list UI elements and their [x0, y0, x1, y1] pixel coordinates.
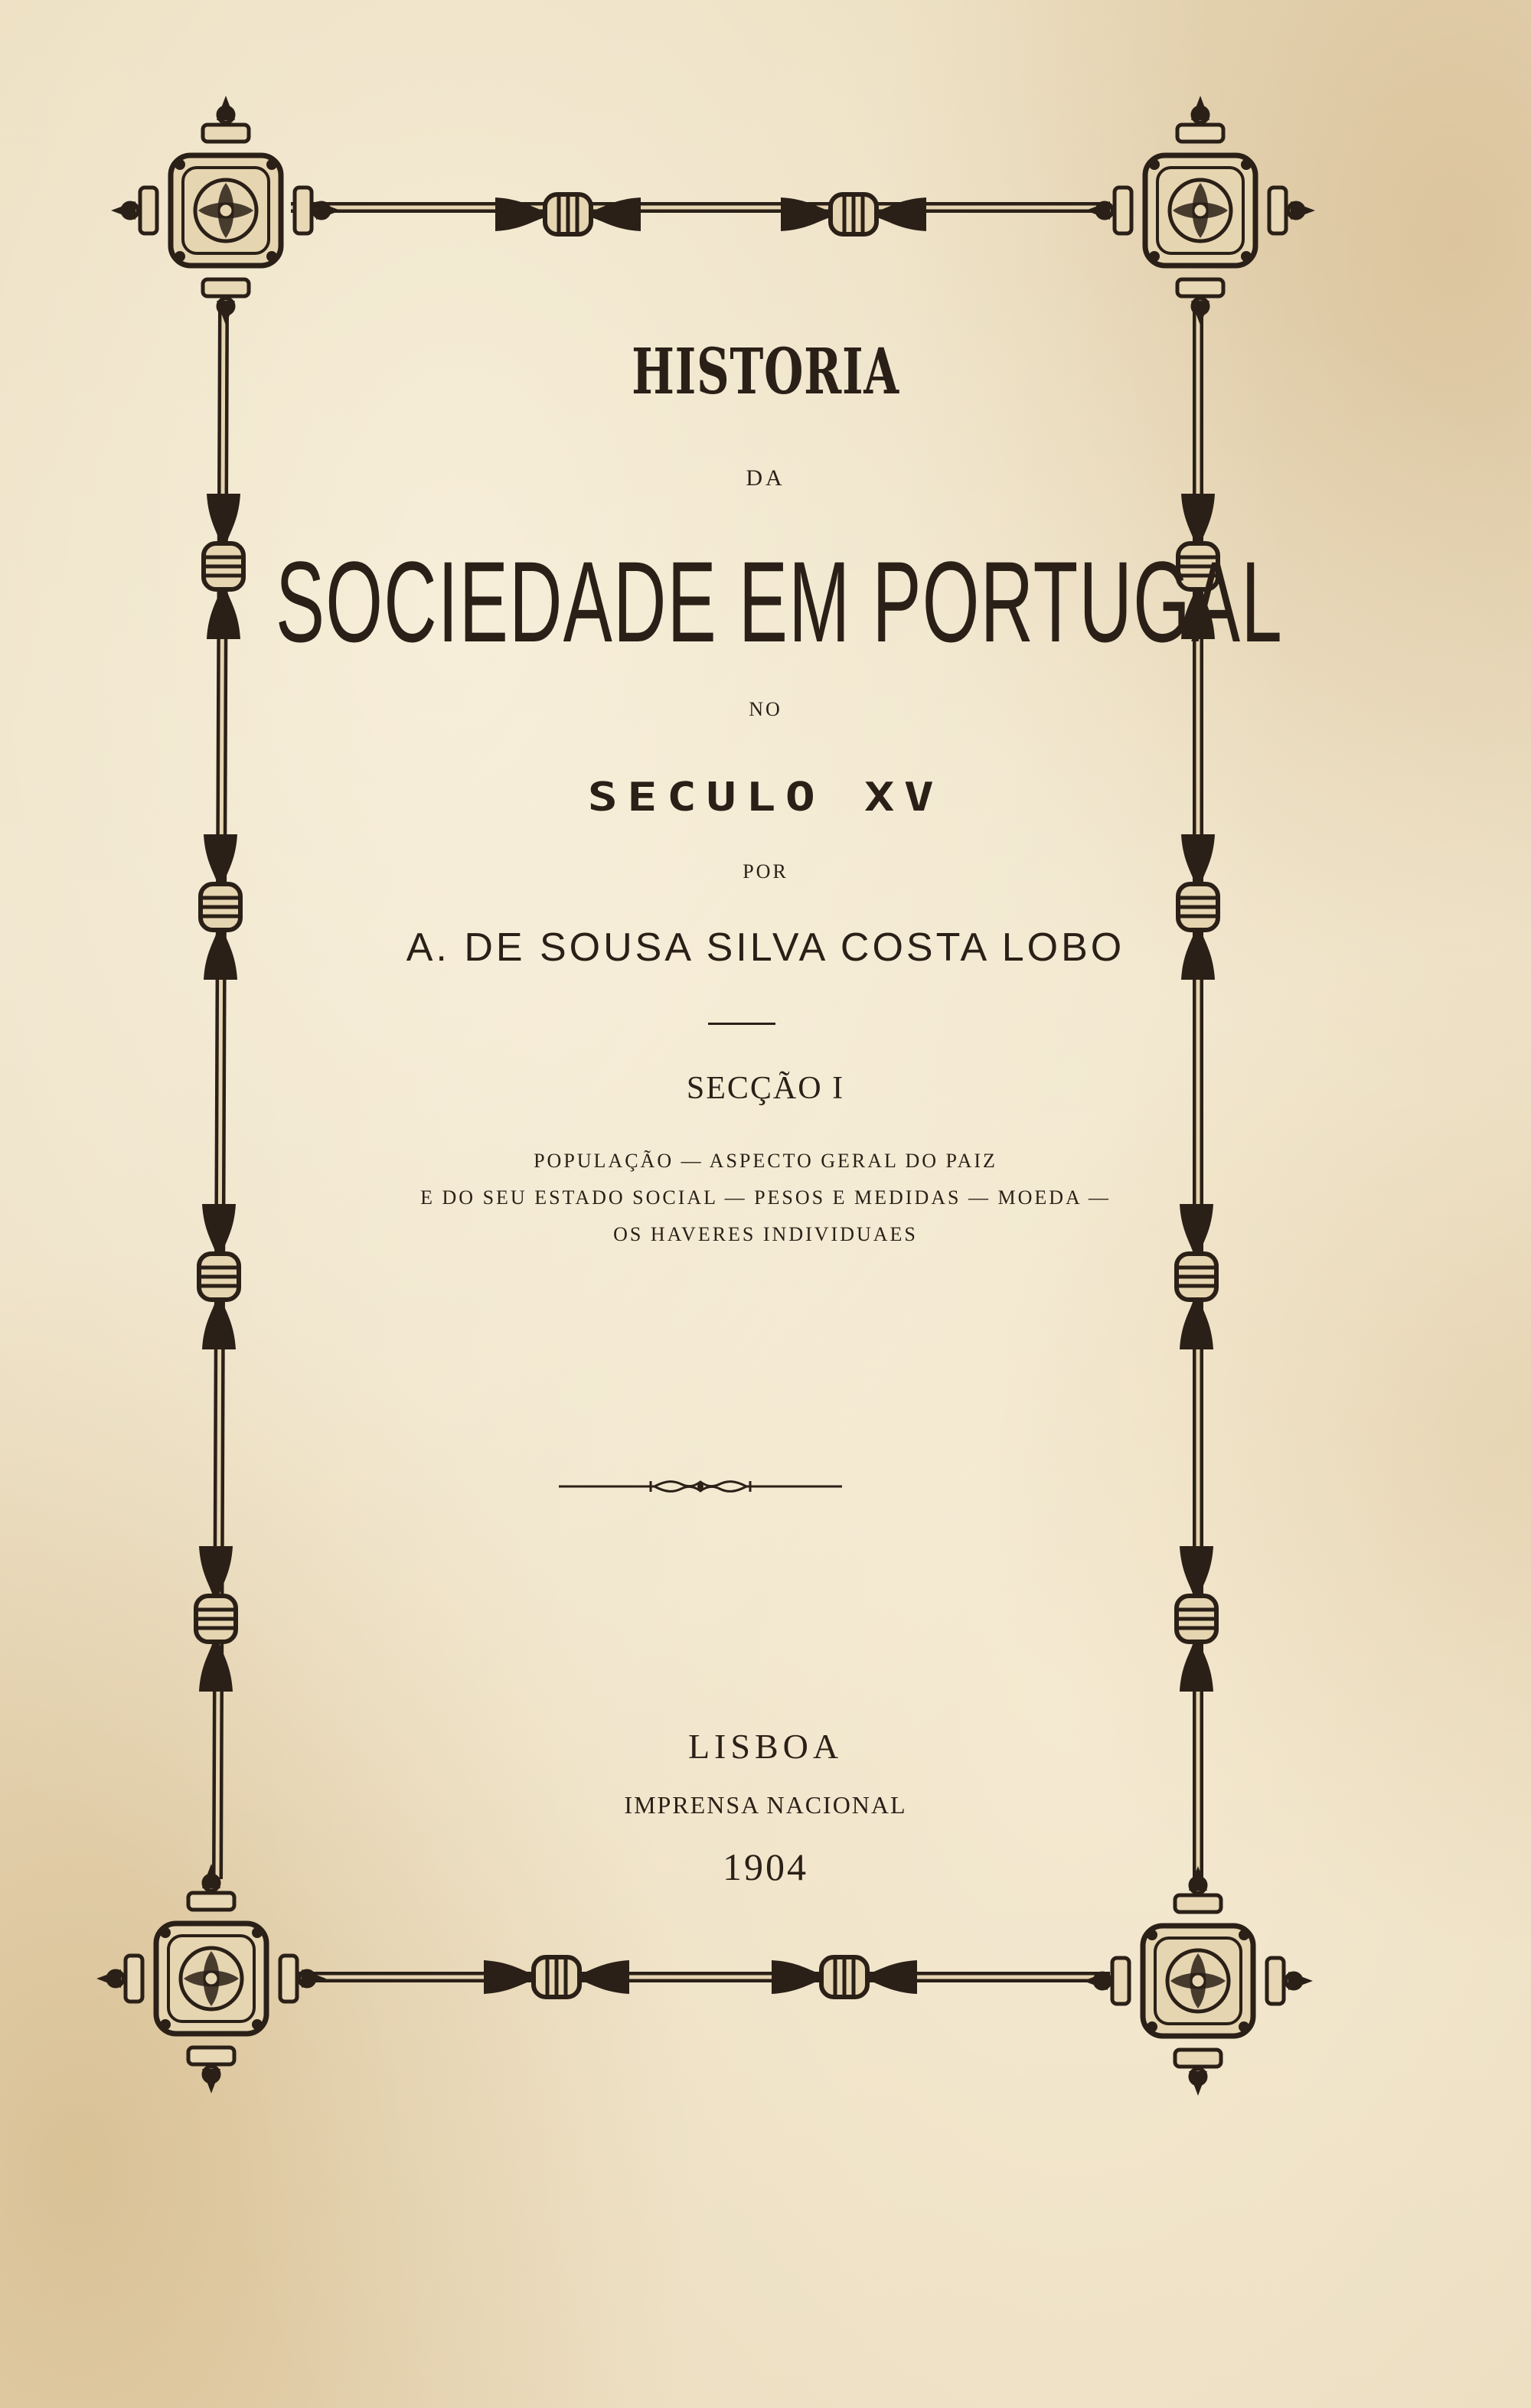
title-no: NO — [749, 698, 782, 720]
section-subtitle-line: POPULAÇÃO — ASPECTO GERAL DO PAIZ — [534, 1150, 997, 1172]
title-da: DA — [746, 465, 785, 491]
separator-rule — [708, 1023, 775, 1025]
ornamental-divider — [559, 1477, 842, 1496]
section-subtitle-line: OS HAVERES INDIVIDUAES — [613, 1223, 918, 1245]
section-subtitle-line: E DO SEU ESTADO SOCIAL — PESOS E MEDIDAS — MOEDA — — [420, 1186, 1111, 1209]
place-of-publication: LISBOA — [687, 1727, 844, 1766]
by-line: POR — [743, 860, 788, 883]
publisher: IMPRENSA NACIONAL — [624, 1791, 907, 1819]
title-historia: HISTORIA — [632, 335, 899, 409]
title-sociedade-em-portugal: SOCIEDADE EM PORTUGAL — [276, 537, 1284, 666]
publication-year: 1904 — [723, 1845, 808, 1888]
title-seculo-xv: SECULO XV — [587, 775, 944, 821]
section-heading: SECÇÃO I — [686, 1071, 845, 1106]
author-name: A. DE SOUSA SILVA COSTA LOBO — [406, 925, 1125, 970]
